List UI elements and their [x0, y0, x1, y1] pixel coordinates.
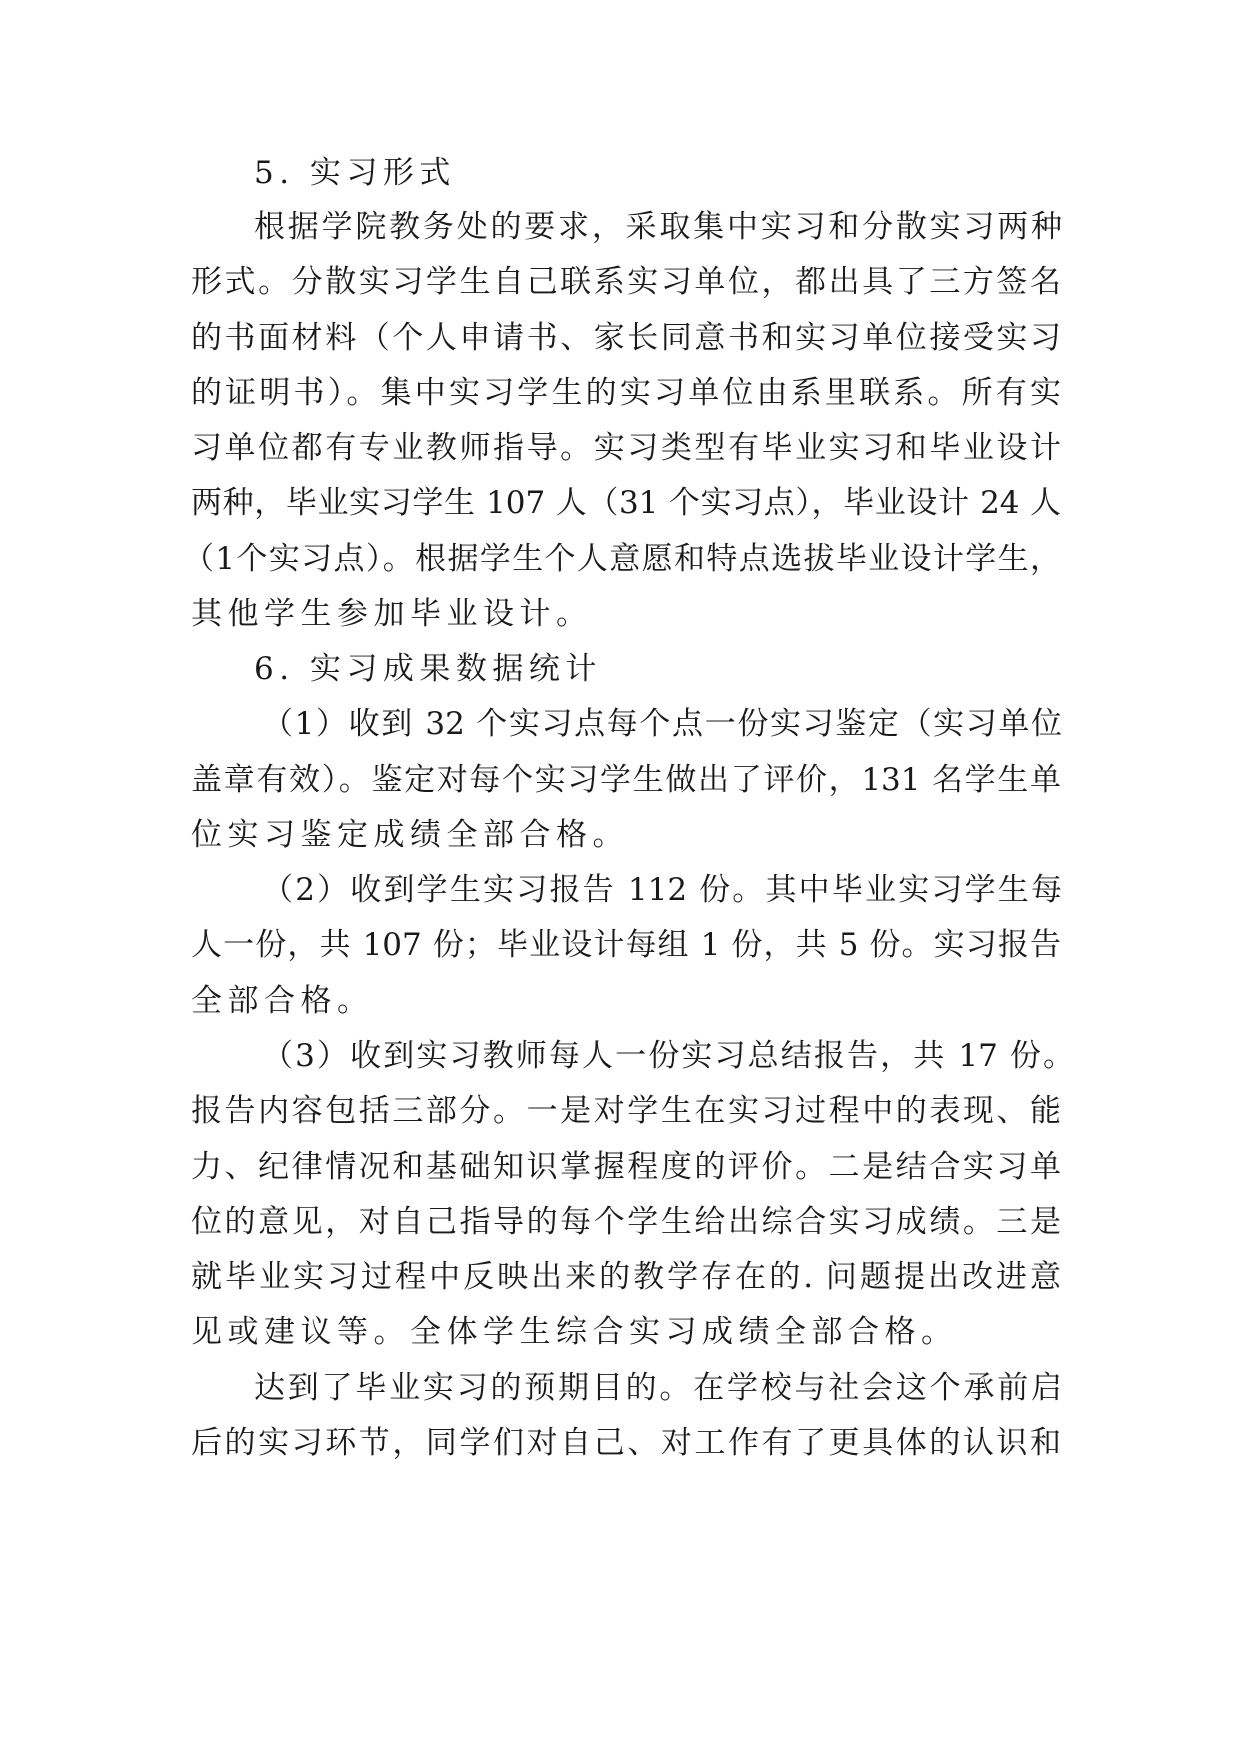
- paragraph-line: 的证明书）。集中实习学生的实习单位由系里联系。所有实: [191, 375, 1061, 411]
- paragraph-line: 力、纪律情况和基础知识掌握程度的评价。二是结合实习单: [191, 1149, 1061, 1185]
- paragraph-line: 两种，毕业实习学生 107 人（31 个实习点），毕业设计 24 人: [191, 485, 1061, 521]
- paragraph-line: 就毕业实习过程中反映出来的教学存在的. 问题提出改进意: [191, 1259, 1061, 1295]
- paragraph-line: （3）收到实习教师每人一份实习总结报告，共 17 份。: [262, 1038, 1074, 1074]
- paragraph-line: 位的意见，对自己指导的每个学生给出综合实习成绩。三是: [191, 1204, 1061, 1240]
- paragraph-line: 的书面材料（个人申请书、家长同意书和实习单位接受实习: [191, 320, 1061, 356]
- paragraph-line: 报告内容包括三部分。一是对学生在实习过程中的表现、能: [191, 1093, 1061, 1129]
- section-heading-5: 5. 实习形式: [254, 155, 456, 191]
- paragraph-line: 形式。分散实习学生自己联系实习单位，都出具了三方签名: [191, 264, 1061, 300]
- paragraph-line: 后的实习环节，同学们对自己、对工作有了更具体的认识和: [191, 1425, 1061, 1461]
- paragraph-line: 习单位都有专业教师指导。实习类型有毕业实习和毕业设计: [191, 430, 1061, 466]
- paragraph-line: （1个实习点）。根据学生个人意愿和特点选拔毕业设计学生，: [183, 541, 1061, 577]
- paragraph-line: （2）收到学生实习报告 112 份。其中毕业实习学生每: [262, 872, 1062, 908]
- paragraph-line: 见或建议等。全体学生综合实习成绩全部合格。: [191, 1314, 958, 1350]
- paragraph-line: 达到了毕业实习的预期目的。在学校与社会这个承前启: [254, 1370, 1062, 1406]
- paragraph-line: 人一份，共 107 份；毕业设计每组 1 份，共 5 份。实习报告: [191, 927, 1061, 963]
- paragraph-line: 根据学院教务处的要求，采取集中实习和分散实习两种: [254, 209, 1062, 245]
- section-heading-6: 6. 实习成果数据统计: [254, 651, 602, 687]
- paragraph-line: （1）收到 32 个实习点每个点一份实习鉴定（实习单位: [262, 706, 1062, 742]
- paragraph-line: 位实习鉴定成绩全部合格。: [191, 817, 629, 853]
- paragraph-line: 全部合格。: [191, 983, 374, 1019]
- paragraph-line: 盖章有效）。鉴定对每个实习学生做出了评价，131 名学生单: [191, 762, 1061, 798]
- paragraph-line: 其他学生参加毕业设计。: [191, 596, 593, 632]
